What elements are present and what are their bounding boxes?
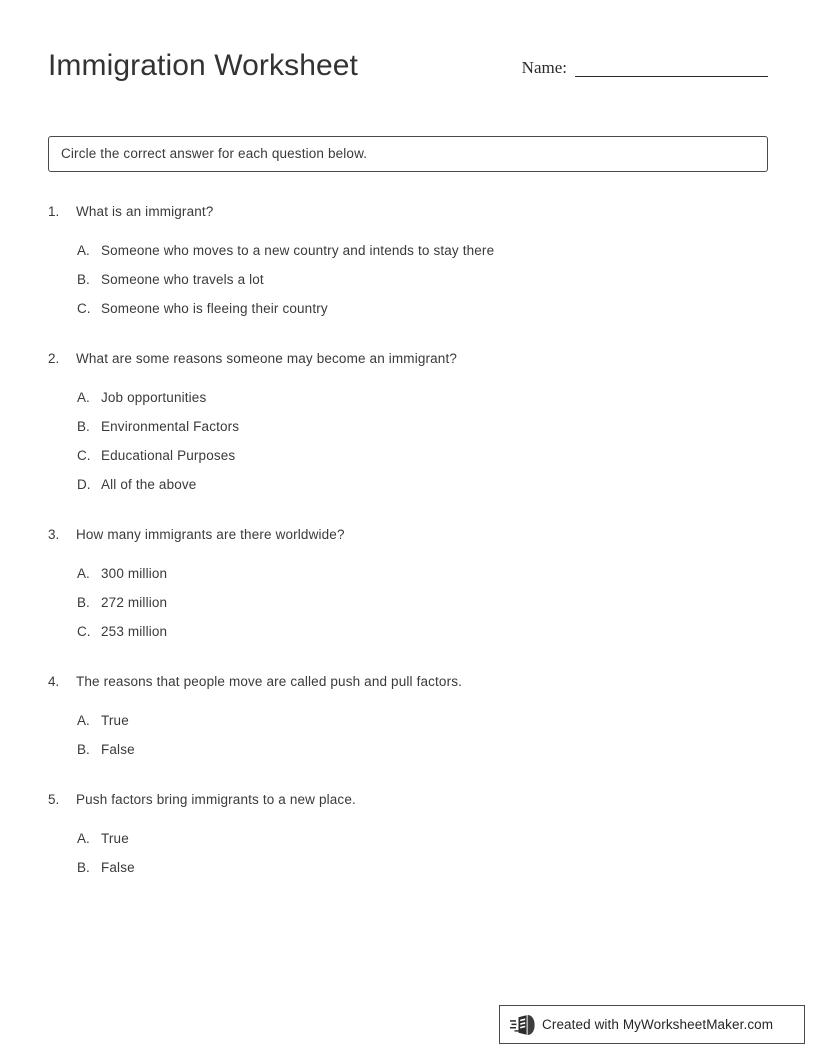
answer-option[interactable]	[77, 417, 768, 446]
answer-letter: B.	[77, 595, 90, 610]
answer-options	[48, 711, 768, 769]
answer-text: Job opportunities	[101, 390, 207, 405]
answer-letter: A.	[77, 713, 90, 728]
question-row	[48, 525, 768, 545]
answer-text: All of the above	[101, 477, 197, 492]
answer-letter: B.	[77, 419, 90, 434]
answer-text: Educational Purposes	[101, 448, 236, 463]
answer-option[interactable]	[77, 829, 768, 858]
question-block	[48, 790, 768, 887]
instruction-text: Circle the correct answer for each question below.	[61, 146, 368, 161]
answer-text: False	[101, 860, 135, 875]
footer-badge-label: Created with MyWorksheetMaker.com	[542, 1016, 774, 1032]
worksheet-header	[48, 44, 768, 94]
answer-text: Someone who moves to a new country and intends to stay there	[101, 243, 495, 258]
question-number: 4.	[48, 674, 60, 689]
answer-text: True	[101, 831, 129, 846]
answer-letter: A.	[77, 566, 90, 581]
instruction-box	[48, 136, 768, 172]
answer-text: 272 million	[101, 595, 168, 610]
answer-option[interactable]	[77, 270, 768, 299]
answer-letter: B.	[77, 272, 90, 287]
answer-text: Someone who travels a lot	[101, 272, 264, 287]
question-text: What is an immigrant?	[76, 204, 214, 219]
question-number: 5.	[48, 792, 60, 807]
question-block	[48, 349, 768, 504]
answer-letter: A.	[77, 243, 90, 258]
answer-options	[48, 241, 768, 328]
answer-text: Environmental Factors	[101, 419, 240, 434]
answer-option[interactable]	[77, 711, 768, 740]
page-title: Immigration Worksheet	[48, 49, 358, 82]
question-number: 1.	[48, 204, 60, 219]
answer-text: 253 million	[101, 624, 168, 639]
answer-text: Someone who is fleeing their country	[101, 301, 328, 316]
answer-option[interactable]	[77, 475, 768, 504]
question-text: Push factors bring immigrants to a new place.	[76, 792, 356, 807]
answer-option[interactable]	[77, 299, 768, 328]
question-block	[48, 525, 768, 651]
answer-text: False	[101, 742, 135, 757]
question-row	[48, 790, 768, 810]
question-row	[48, 349, 768, 369]
worksheet-maker-logo-icon	[510, 1014, 536, 1036]
answer-option[interactable]	[77, 858, 768, 887]
question-row	[48, 672, 768, 692]
name-field-group	[522, 52, 768, 80]
question-row	[48, 202, 768, 222]
question-text: The reasons that people move are called push and pull factors.	[76, 674, 463, 689]
answer-letter: A.	[77, 390, 90, 405]
answer-text: 300 million	[101, 566, 168, 581]
answer-letter: B.	[77, 742, 90, 757]
question-text: What are some reasons someone may become an immigrant?	[76, 351, 458, 366]
answer-letter: C.	[77, 448, 91, 463]
footer-badge[interactable]	[499, 1005, 805, 1044]
answer-option[interactable]	[77, 241, 768, 270]
question-text: How many immigrants are there worldwide?	[76, 527, 345, 542]
answer-letter: C.	[77, 301, 91, 316]
name-input-line[interactable]	[575, 76, 768, 77]
question-number: 3.	[48, 527, 60, 542]
answer-option[interactable]	[77, 740, 768, 769]
answer-option[interactable]	[77, 446, 768, 475]
answer-letter: A.	[77, 831, 90, 846]
answer-options	[48, 564, 768, 651]
answer-options	[48, 829, 768, 887]
questions-list	[48, 202, 768, 908]
answer-letter: C.	[77, 624, 91, 639]
name-field-label: Name:	[521, 58, 567, 77]
question-block	[48, 202, 768, 328]
answer-letter: B.	[77, 860, 90, 875]
answer-option[interactable]	[77, 622, 768, 651]
question-number: 2.	[48, 351, 60, 366]
answer-option[interactable]	[77, 388, 768, 417]
answer-option[interactable]	[77, 564, 768, 593]
answer-text: True	[101, 713, 129, 728]
answer-letter: D.	[77, 477, 91, 492]
question-block	[48, 672, 768, 769]
answer-option[interactable]	[77, 593, 768, 622]
answer-options	[48, 388, 768, 504]
